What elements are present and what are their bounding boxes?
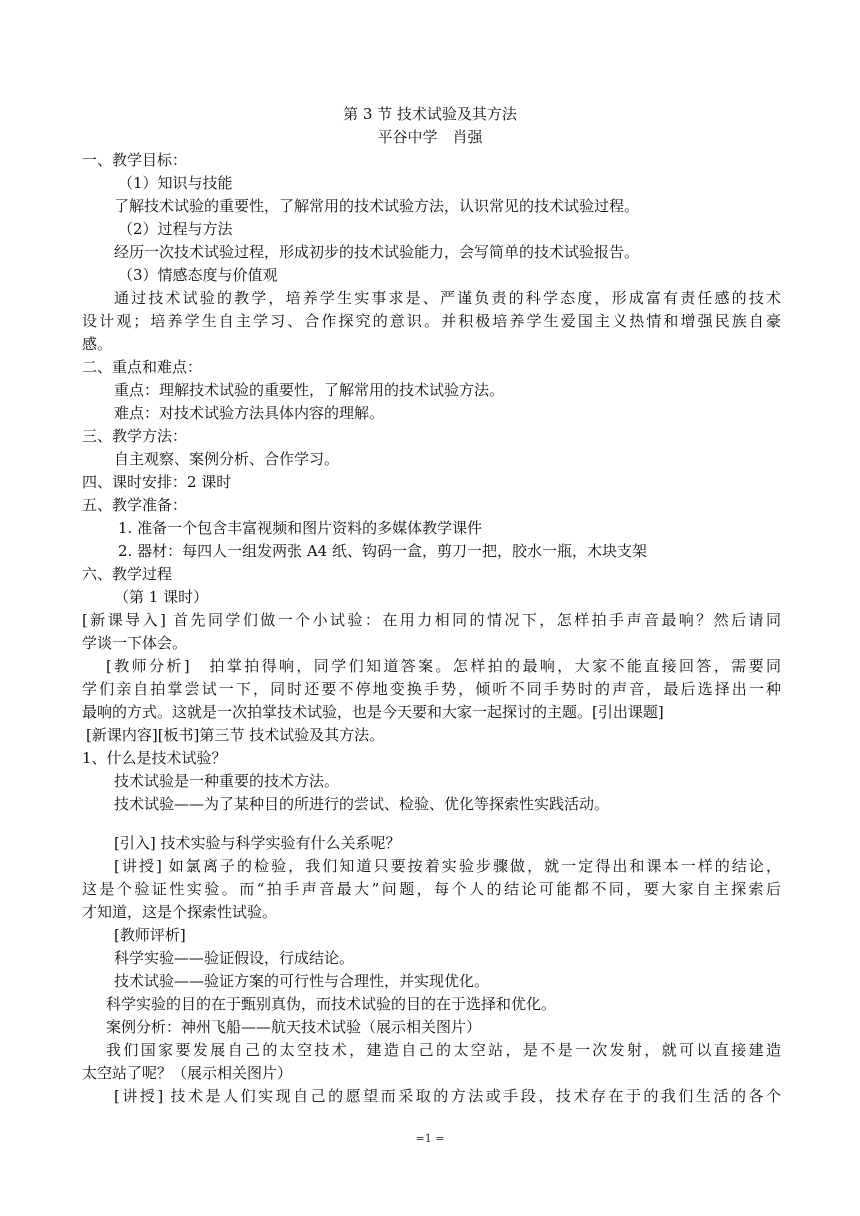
paragraph-line: 最响的方式。这就是一次拍掌技术试验，也是今天要和大家一起探讨的主题。[引出课题] — [82, 703, 664, 721]
paragraph-line: [新课内容][板书]第三节 技术试验及其方法。 — [86, 726, 385, 744]
paragraph-line: 技术试验——为了某种目的所进行的尝试、检验、优化等探索性实践活动。 — [114, 795, 610, 813]
paragraph-line: 重点：理解技术试验的重要性，了解常用的技术试验方法。 — [114, 381, 505, 399]
paragraph-line: [讲授] 如氯离子的检验，我们知道只要按着实验步骤做，就一定得出和课本一样的结论， — [114, 857, 781, 875]
subsection-heading: （2）过程与方法 — [118, 220, 233, 238]
list-item: 2. 器材：每四人一组发两张 A4 纸、钩码一盒，剪刀一把，胶水一瓶，木块支架 — [118, 542, 647, 560]
section-heading: 二、重点和难点： — [82, 358, 203, 376]
list-item: 1. 准备一个包含丰富视频和图片资料的多媒体教学课件 — [118, 519, 483, 537]
paragraph-line: 太空站了呢？（展示相关图片） — [82, 1064, 293, 1082]
paragraph-line: 学谈一下体会。 — [82, 634, 188, 652]
paragraph-line: 设计观；培养学生自主学习、合作探究的意识。并积极培养学生爱国主义热情和增强民族自豪 — [82, 312, 781, 330]
section-heading: 五、教学准备： — [82, 496, 188, 514]
document-title: 第 3 节 技术试验及其方法 — [343, 105, 517, 123]
paragraph-line: 科学实验——验证假设，行成结论。 — [114, 949, 355, 967]
document-author: 平谷中学 肖强 — [377, 128, 483, 146]
paragraph-line: 学们亲自拍掌尝试一下，同时还要不停地变换手势，倾听不同手势时的声音，最后选择出一种 — [82, 680, 781, 698]
section-heading: 1、什么是技术试验？ — [82, 749, 227, 767]
section-heading: 一、教学目标： — [82, 151, 188, 169]
paragraph-line: 我们国家要发展自己的太空技术，建造自己的太空站，是不是一次发射，就可以直接建造 — [106, 1041, 781, 1059]
paragraph-line: 自主观察、案例分析、合作学习。 — [114, 450, 340, 468]
paragraph-line: 感。 — [82, 335, 113, 353]
paragraph-line: [教师评析] — [114, 926, 186, 944]
paragraph-line: 这是个验证性实验。而“拍手声音最大”问题，每个人的结论可能都不同，要大家自主探索后 — [82, 880, 781, 898]
section-heading: 六、教学过程 — [82, 565, 173, 583]
paragraph-line: 通过技术试验的教学，培养学生实事求是、严谨负责的科学态度，形成富有责任感的技术 — [114, 289, 781, 307]
section-heading: 四、课时安排：2 课时 — [82, 473, 232, 491]
paragraph-line: 技术试验——验证方案的可行性与合理性，并实现优化。 — [114, 972, 490, 990]
paragraph-line: [讲授] 技术是人们实现自己的愿望而采取的方法或手段，技术存在于的我们生活的各个 — [114, 1087, 781, 1105]
subsection-heading: （3）情感态度与价值观 — [118, 266, 278, 284]
paragraph-line: 案例分析：神州飞船——航天技术试验（展示相关图片） — [106, 1018, 482, 1036]
paragraph-line: 了解技术试验的重要性，了解常用的技术试验方法，认识常见的技术试验过程。 — [114, 197, 640, 215]
paragraph-line: [新课导入] 首先同学们做一个小试验：在用力相同的情况下，怎样拍手声音最响？然后请同 — [82, 611, 781, 629]
subsection-heading: （1）知识与技能 — [118, 174, 233, 192]
paragraph-line: 才知道，这是个探索性试验。 — [82, 903, 278, 921]
paragraph-line: [引入] 技术实验与科学实验有什么关系呢？ — [114, 834, 401, 852]
section-heading: 三、教学方法： — [82, 427, 188, 445]
paragraph-line: 经历一次技术试验过程，形成初步的技术试验能力，会写简单的技术试验报告。 — [114, 243, 640, 261]
paragraph-line: 技术试验是一种重要的技术方法。 — [114, 772, 340, 790]
subsection-heading: （第 1 课时） — [114, 588, 209, 606]
paragraph-line: 难点：对技术试验方法具体内容的理解。 — [114, 404, 385, 422]
page-number: =1 = — [415, 1132, 445, 1145]
paragraph-line: [教师分析] 拍掌拍得响，同学们知道答案。怎样拍的最响，大家不能直接回答，需要同 — [106, 657, 781, 675]
paragraph-line: 科学实验的目的在于甄别真伪，而技术试验的目的在于选择和优化。 — [106, 995, 557, 1013]
